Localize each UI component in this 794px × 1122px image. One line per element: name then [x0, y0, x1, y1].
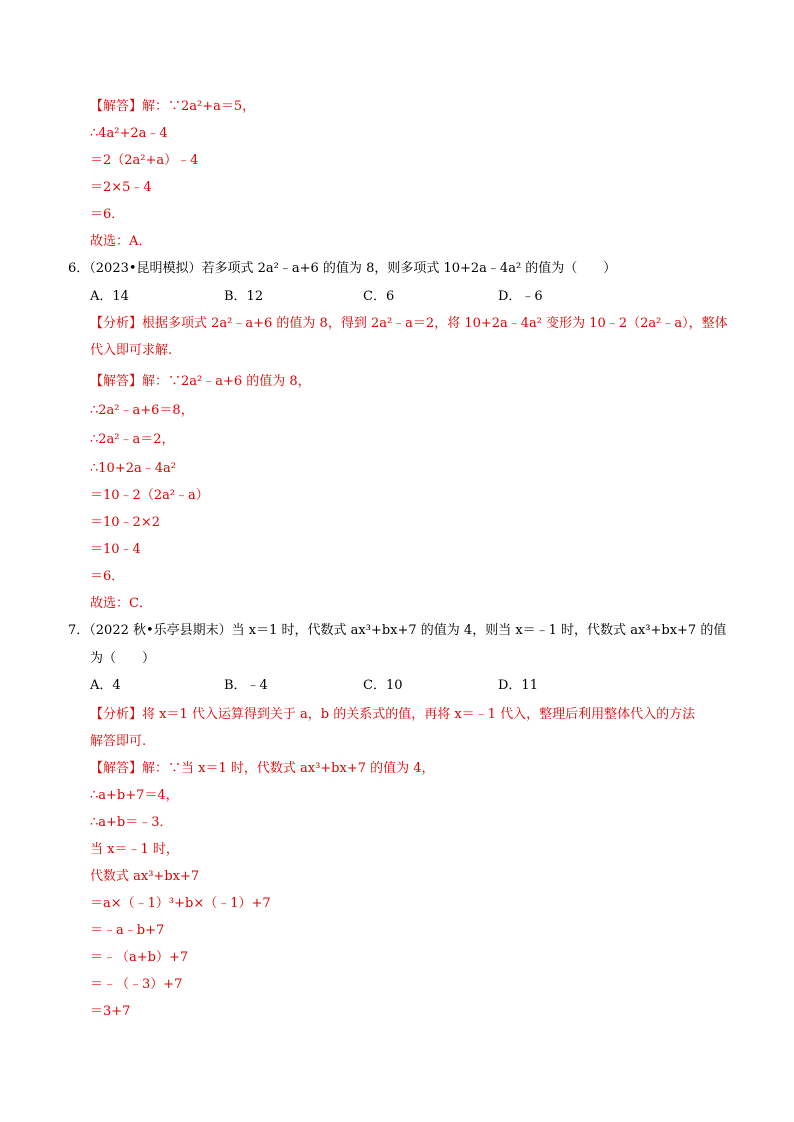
q6-option-c: C．6 [363, 289, 395, 304]
q7-option-d: D．11 [498, 678, 538, 693]
q7-answer-line-9: ＝﹣（﹣3）+7 [90, 977, 183, 992]
q6-answer-line-8: ＝6． [90, 569, 125, 584]
q5-answer-line-4: ＝2×5﹣4 [90, 180, 152, 195]
q6-answer-line-2: ∴2a²﹣a+6＝8， [90, 403, 194, 418]
q5-answer-line-1: 【解答】解：∵2a²+a＝5， [90, 99, 256, 114]
q7-answer-line-1: 【解答】解：∵当 x＝1 时，代数式 ax³+bx+7 的值为 4， [90, 761, 435, 776]
q7-analysis-line-2: 解答即可. [90, 734, 147, 749]
q7-answer-line-2: ∴a+b+7＝4， [90, 788, 179, 803]
q6-answer-line-6: ＝10﹣2×2 [90, 515, 160, 530]
q6-answer-line-7: ＝10﹣4 [90, 542, 141, 557]
q6-answer-line-9: 故选：C． [90, 596, 152, 611]
q5-answer-line-2: ∴4a²+2a﹣4 [90, 126, 168, 141]
q6-stem: 6．（2023•昆明模拟）若多项式 2a²﹣a+6 的值为 8，则多项式 10+2a﹣4a² 的值为（ ） [68, 261, 617, 276]
q7-stem-line-2: 为（ ） [90, 651, 156, 666]
q7-answer-line-3: ∴a+b＝﹣3． [90, 815, 173, 830]
q6-answer-line-1: 【解答】解：∵2a²﹣a+6 的值为 8， [90, 374, 311, 389]
q7-answer-line-8: ＝﹣（a+b）+7 [90, 950, 189, 965]
q7-analysis-line-1: 【分析】将 x＝1 代入运算得到关于 a，b 的关系式的值，再将 x＝﹣1 代入，整理后利用整体代入的方法 [90, 707, 696, 722]
q7-option-b: B．﹣4 [224, 678, 268, 693]
q7-answer-line-7: ＝﹣a﹣b+7 [90, 923, 165, 938]
q5-answer-line-5: ＝6． [90, 207, 125, 222]
q6-analysis-line-1: 【分析】根据多项式 2a²﹣a+6 的值为 8，得到 2a²﹣a＝2，将 10+2a﹣4a² 变形为 10﹣2（2a²﹣a），整体 [90, 316, 728, 331]
q5-answer-line-3: ＝2（2a²+a）﹣4 [90, 153, 199, 168]
q6-answer-line-3: ∴2a²﹣a＝2， [90, 432, 175, 447]
q7-option-a: A．4 [90, 678, 121, 693]
q7-answer-line-10: ＝3+7 [90, 1004, 131, 1019]
q6-analysis-line-2: 代入即可求解. [90, 343, 173, 358]
q7-answer-line-4: 当 x＝﹣1 时， [90, 842, 179, 857]
q7-option-c: C．10 [363, 678, 403, 693]
q6-option-d: D．﹣6 [498, 289, 543, 304]
q7-stem-line-1: 7．（2022 秋•乐亭县期末）当 x＝1 时，代数式 ax³+bx+7 的值为 4，则当 x＝﹣1 时，代数式 ax³+bx+7 的值 [68, 623, 727, 638]
q7-answer-line-6: ＝a×（﹣1）³+b×（﹣1）+7 [90, 896, 271, 911]
q6-option-a: A．14 [90, 289, 129, 304]
q6-option-b: B．12 [224, 289, 264, 304]
q6-answer-line-4: ∴10+2a﹣4a² [90, 461, 176, 476]
q6-answer-line-5: ＝10﹣2（2a²﹣a） [90, 488, 209, 503]
q7-answer-line-5: 代数式 ax³+bx+7 [90, 869, 200, 884]
q5-answer-line-6: 故选：A． [90, 234, 152, 249]
